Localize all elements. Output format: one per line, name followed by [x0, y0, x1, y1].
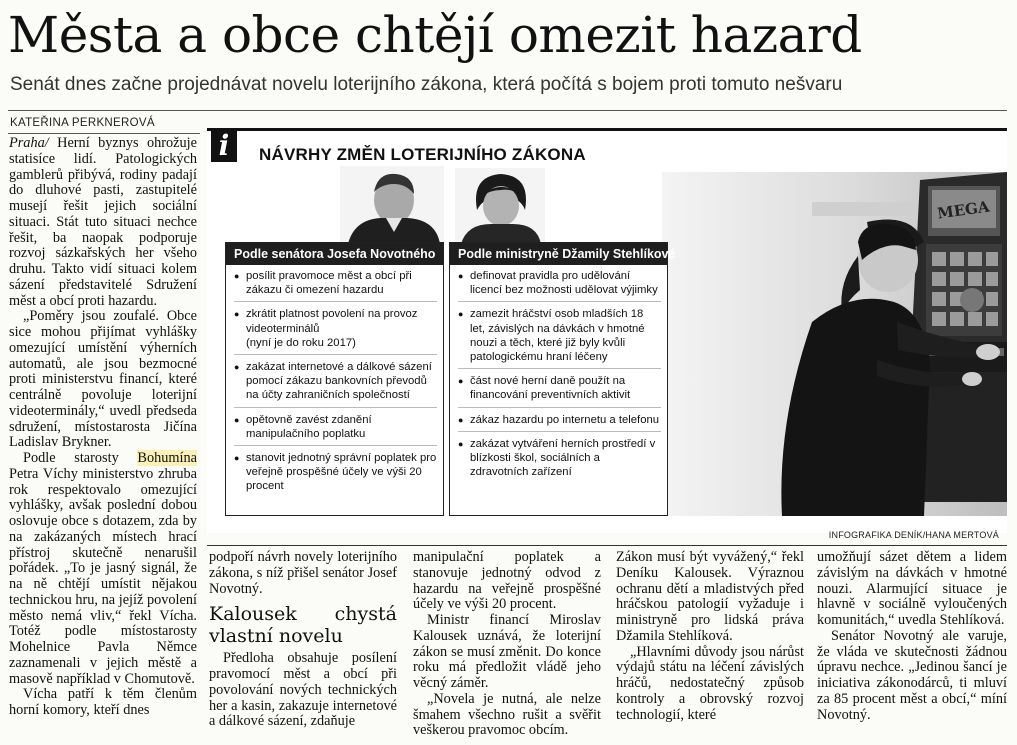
infographic — [207, 128, 1007, 540]
list-item-text: ● zakázat internetové a dálkové sázení pomocí zákazu bankovních převodů na účty zahraničních společností — [246, 361, 432, 402]
panel-senator-header: Podle senátora Josefa Novotného — [226, 243, 443, 265]
senator-photo-image — [340, 166, 444, 244]
list-item-text: ● část nové herní daně použít na financování preventivních aktivit — [470, 375, 631, 402]
list-item — [234, 269, 437, 302]
infographic-credit: INFOGRAFIKA DENÍK/HANA MERTOVÁ — [828, 530, 999, 540]
list-item-text: ● posílit pravomoce měst a obcí při zákazu či omezení hazardu — [246, 270, 412, 297]
senator-portrait — [340, 166, 444, 244]
infographic-title: NÁVRHY ZMĚN LOTERIJNÍHO ZÁKONA — [259, 145, 586, 164]
paragraph: umožňují sázet dětem a lidem závislým na dávkách v hmotné nouzi. Alarmující situace je hlavně v sociálně vyloučených komunitách,“ uvedla Stehlíková. — [817, 549, 1007, 628]
panel-minister — [449, 242, 676, 516]
section-subheading: Kalousek chystá vlastní novelu — [209, 603, 397, 648]
article-column-4 — [616, 550, 804, 723]
minister-photo-image — [455, 168, 545, 244]
list-item — [234, 307, 437, 355]
panel-minister-header: Podle ministryně Džamily Stehlíkové — [450, 243, 667, 265]
paragraph: Předloha obsahuje posílení pravomocí měst a obcí při povolování nových technických her a kasin, zakazuje internetové a dálkové sázení, zdaňuje — [209, 650, 397, 730]
article-column-2 — [209, 550, 397, 730]
article-column-3 — [413, 550, 601, 739]
article-subheadline: Senát dnes začne projednávat novelu loterijního zákona, která počítá s bojem proti tomuto nešvaru — [10, 74, 843, 95]
author-byline: KATEŘINA PERKNEROVÁ — [10, 117, 155, 129]
paragraph-text: Podle starosty — [23, 450, 138, 466]
paragraph — [9, 451, 197, 687]
gambling-machine-photo — [662, 172, 1007, 516]
paragraph: Vícha patří k těm členům horní komory, kteří dnes — [9, 686, 197, 718]
paragraph — [9, 136, 197, 309]
list-item-text: ● stanovit jednotný správní poplatek pro veřejně prospěšné účely ve výši 20 procent — [246, 452, 437, 493]
list-item-text: ● definovat pravidla pro udělování licencí bez možnosti udělovat výjimky — [470, 270, 658, 297]
list-item-note: (nyní je do roku 2017) — [246, 336, 356, 349]
list-item-text: ● zkrátit platnost povolení na provoz videoterminálů — [246, 308, 418, 335]
list-item — [458, 269, 661, 302]
panel-senator-list — [226, 265, 443, 498]
list-item-text: ● zamezit hráčství osob mladších 18 let, závislých na dávkách v hmotné nouzi a těch, které již byly kvůli patologickému hraní léčeny — [470, 308, 645, 364]
list-item — [458, 437, 661, 484]
infographic-top-rule — [207, 128, 1007, 131]
svg-text:MEGA: MEGA — [936, 197, 991, 223]
list-item-text: ● zákaz hazardu po internetu a telefonu — [470, 413, 660, 426]
minister-portrait — [455, 168, 545, 244]
paragraph: podpoří návrh novely loterijního zákona, s níž přišel senátor Josef Novotný. — [209, 549, 397, 597]
panel-senator — [225, 242, 444, 516]
player-at-slot-machine-image — [662, 172, 1007, 516]
list-item-text: ● opětovně zavést zdanění manipulačního poplatku — [246, 413, 372, 440]
paragraph: „Novela je nutná, ale nelze šmahem všechno rušit a svěřit veškerou pravomoc obcím. — [413, 690, 601, 739]
paragraph-text: Petra Víchy ministerstvo zhruba rok respektovalo omezující vyhlášky, avšak poslední dobou oslovuje obce s dotazem, zda by na zakázaných místech hrací přístroj skutečně nenarušil pořádek. „To je jasný signál, že na ně chtějí umístit nějakou technickou hru, na jejíž povolení město nemá vliv,“ řekl Vícha. Totéž podle místostarosty Mohelnice Pavla Němce zaznamenali v jejich městě a masově například v Chomutově. — [9, 465, 197, 687]
article-column-5 — [817, 550, 1007, 723]
paragraph: „Poměry jsou zoufalé. Obce sice mohou přijímat vyhlášky omezující umístění výherních automatů, ale jsou bezmocné proti ministerstvu financí, které centrálně povoluje loterijní videoterminály,“ uvedl předseda sdružení, místostarosta Jičína Ladislav Brykner. — [9, 308, 197, 451]
infographic-bottom-rule — [207, 545, 1007, 546]
list-item — [458, 307, 661, 369]
paragraph-text: Herní byznys ohrožuje statisíce lidí. Patologických gamblerů přibývá, rodiny padají do dluhové pasti, zastupitelé musejí řešit jejich sociální situaci. Stát tuto situaci nechce řešit, ba naopak podporuje rozvoj sázkařských her všeho druhu. Takto vidí situaci kolem sázení představitelé Sdružení měst a obcí proti hazardu. — [9, 135, 197, 309]
list-item — [458, 374, 661, 407]
article-headline: Města a obce chtějí omezit hazard — [8, 6, 862, 64]
author-rule — [8, 133, 200, 134]
panel-minister-list — [450, 265, 667, 483]
paragraph: „Hlavními důvody jsou nárůst výdajů státu na léčení závislých hráčů, nedostatečný způsob kontroly a obrovský rozvoj technologií, které — [616, 643, 804, 723]
list-item — [234, 451, 437, 498]
top-rule — [8, 110, 1007, 111]
list-item — [234, 360, 437, 408]
paragraph: Zákon musí být vyvážený,“ řekl Deníku Kalousek. Výraznou ochranu dětí a mladistvých před hráčskou patologií vyžaduje i ministryně pro lidská práva Džamila Stehlíková. — [616, 549, 804, 644]
paragraph: manipulační poplatek a stanovuje jednotný odvod z hazardu na veřejně prospěšné účely ve výši 20 procent. — [413, 549, 601, 613]
list-item — [234, 413, 437, 446]
list-item-text: ● zakázat vytváření herních prostředí v blízkosti škol, sociálních a zdravotních zařízení — [470, 437, 656, 479]
info-icon: i — [211, 130, 237, 162]
paragraph: Senátor Novotný ale varuje, že vláda ve skutečnosti žádnou úpravu nechce. „Jedinou šancí je iniciativa zákonodárců, ti mluví za 85 procent měst a obcí,“ míní Novotný. — [817, 627, 1007, 723]
article-column-1 — [9, 136, 197, 719]
highlighted-word: Bohumína — [137, 450, 197, 466]
list-item — [458, 413, 661, 432]
paragraph: Ministr financí Miroslav Kalousek uznává, že loterijní zákon se musí změnit. Do konce roku má předložit vládě jeho věcný záměr. — [413, 612, 601, 691]
dateline: Praha/ — [9, 135, 49, 151]
